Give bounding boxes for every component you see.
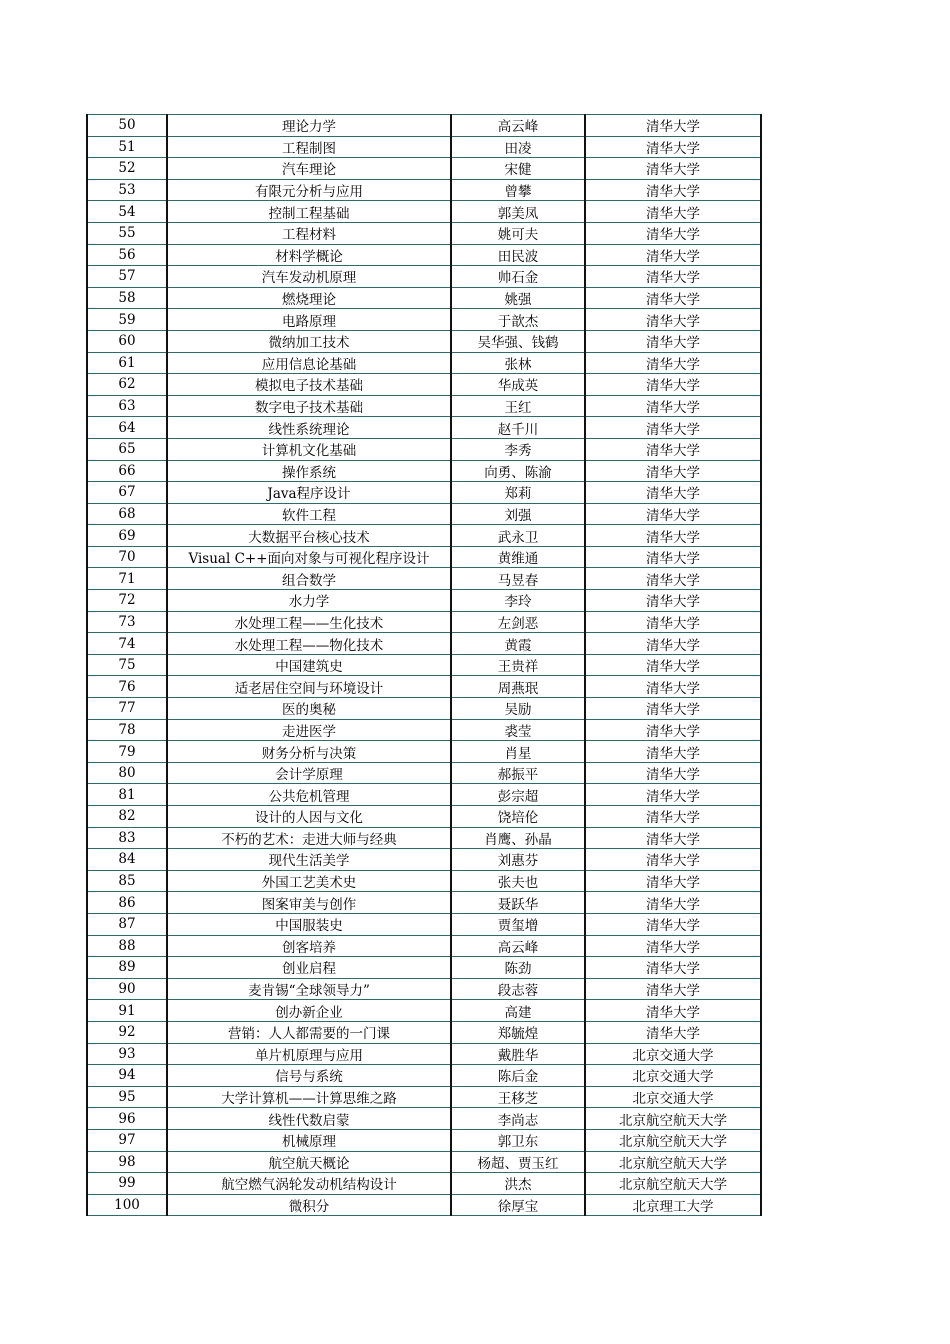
teacher-cell[interactable]: 郭美凤 [451, 201, 585, 223]
teacher-cell[interactable]: 向勇、陈渝 [451, 460, 585, 482]
teacher-cell[interactable]: 华成英 [451, 374, 585, 396]
table-row [87, 1108, 761, 1130]
teacher-cell[interactable]: 肖鹰、孙晶 [451, 827, 585, 849]
course-name-cell[interactable]: 工程制图 [167, 136, 451, 158]
university-cell[interactable]: 清华大学 [585, 633, 761, 655]
table-row [87, 115, 761, 137]
teacher-cell[interactable]: 赵千川 [451, 417, 585, 439]
course-name-cell[interactable]: 大数据平台核心技术 [167, 525, 451, 547]
teacher-cell[interactable]: 帅石金 [451, 266, 585, 288]
teacher-cell[interactable]: 吴华强、钱鹤 [451, 330, 585, 352]
table-row [87, 1021, 761, 1043]
teacher-cell[interactable]: 郭卫东 [451, 1129, 585, 1151]
university-cell[interactable]: 清华大学 [585, 546, 761, 568]
teacher-cell[interactable]: 周燕珉 [451, 676, 585, 698]
university-cell[interactable]: 清华大学 [585, 244, 761, 266]
university-cell[interactable]: 清华大学 [585, 1000, 761, 1022]
teacher-cell[interactable]: 马昱春 [451, 568, 585, 590]
table-row [87, 719, 761, 741]
university-cell[interactable]: 清华大学 [585, 525, 761, 547]
row-number-cell[interactable]: 68 [87, 503, 167, 525]
teacher-cell[interactable]: 陈劲 [451, 957, 585, 979]
table-row [87, 374, 761, 396]
table-body [87, 115, 761, 1216]
teacher-cell[interactable]: 戴胜华 [451, 1043, 585, 1065]
teacher-cell[interactable]: 裘莹 [451, 719, 585, 741]
table-row [87, 546, 761, 568]
course-table-container [86, 114, 762, 1216]
teacher-cell[interactable]: 陈后金 [451, 1065, 585, 1087]
teacher-cell[interactable]: 杨超、贾玉红 [451, 1151, 585, 1173]
course-name-cell[interactable]: 营销：人人都需要的一门课 [167, 1021, 451, 1043]
course-name-cell[interactable]: 航空燃气涡轮发动机结构设计 [167, 1173, 451, 1195]
university-cell[interactable]: 清华大学 [585, 222, 761, 244]
teacher-cell[interactable]: 姚强 [451, 287, 585, 309]
university-cell[interactable]: 清华大学 [585, 395, 761, 417]
university-cell[interactable]: 清华大学 [585, 503, 761, 525]
university-cell[interactable]: 清华大学 [585, 482, 761, 504]
row-number-cell[interactable]: 90 [87, 978, 167, 1000]
teacher-cell[interactable]: 田凌 [451, 136, 585, 158]
university-cell[interactable]: 清华大学 [585, 892, 761, 914]
course-name-cell[interactable]: 公共危机管理 [167, 784, 451, 806]
row-number-cell[interactable]: 88 [87, 935, 167, 957]
table-row [87, 309, 761, 331]
university-cell[interactable]: 清华大学 [585, 849, 761, 871]
course-name-cell[interactable]: 汽车发动机原理 [167, 266, 451, 288]
university-cell[interactable]: 北京航空航天大学 [585, 1108, 761, 1130]
course-name-cell[interactable]: 机械原理 [167, 1129, 451, 1151]
university-cell[interactable]: 北京交通大学 [585, 1065, 761, 1087]
course-name-cell[interactable]: 图案审美与创作 [167, 892, 451, 914]
university-cell[interactable]: 清华大学 [585, 806, 761, 828]
course-name-cell[interactable]: 组合数学 [167, 568, 451, 590]
teacher-cell[interactable]: 姚可夫 [451, 222, 585, 244]
course-name-cell[interactable]: 财务分析与决策 [167, 741, 451, 763]
row-number-cell[interactable]: 69 [87, 525, 167, 547]
course-name-cell[interactable]: 模拟电子技术基础 [167, 374, 451, 396]
row-number-cell[interactable]: 98 [87, 1151, 167, 1173]
table-row [87, 395, 761, 417]
course-name-cell[interactable]: 创客培养 [167, 935, 451, 957]
row-number-cell[interactable]: 52 [87, 158, 167, 180]
teacher-cell[interactable]: 徐厚宝 [451, 1194, 585, 1216]
table-row [87, 1151, 761, 1173]
table-row [87, 568, 761, 590]
course-name-cell[interactable]: 现代生活美学 [167, 849, 451, 871]
table-row [87, 1086, 761, 1108]
teacher-cell[interactable]: 张夫也 [451, 870, 585, 892]
course-name-cell[interactable]: 设计的人因与文化 [167, 806, 451, 828]
table-row [87, 417, 761, 439]
table-row [87, 352, 761, 374]
university-cell[interactable]: 清华大学 [585, 287, 761, 309]
course-name-cell[interactable]: Visual C++面向对象与可视化程序设计 [167, 546, 451, 568]
university-cell[interactable]: 清华大学 [585, 654, 761, 676]
table-row [87, 827, 761, 849]
teacher-cell[interactable]: 刘惠芬 [451, 849, 585, 871]
table-row [87, 244, 761, 266]
course-name-cell[interactable]: 水处理工程——生化技术 [167, 611, 451, 633]
teacher-cell[interactable]: 段志蓉 [451, 978, 585, 1000]
course-name-cell[interactable]: 汽车理论 [167, 158, 451, 180]
university-cell[interactable]: 清华大学 [585, 719, 761, 741]
row-number-cell[interactable]: 75 [87, 654, 167, 676]
teacher-cell[interactable]: 肖星 [451, 741, 585, 763]
teacher-cell[interactable]: 宋健 [451, 158, 585, 180]
row-number-cell[interactable]: 53 [87, 179, 167, 201]
row-number-cell[interactable]: 56 [87, 244, 167, 266]
course-name-cell[interactable]: 单片机原理与应用 [167, 1043, 451, 1065]
table-row [87, 222, 761, 244]
table-row [87, 654, 761, 676]
row-number-cell[interactable]: 87 [87, 913, 167, 935]
row-number-cell[interactable]: 63 [87, 395, 167, 417]
university-cell[interactable]: 清华大学 [585, 374, 761, 396]
university-cell[interactable]: 清华大学 [585, 590, 761, 612]
table-row [87, 806, 761, 828]
course-name-cell[interactable]: 应用信息论基础 [167, 352, 451, 374]
table-row [87, 1173, 761, 1195]
university-cell[interactable]: 清华大学 [585, 978, 761, 1000]
row-number-cell[interactable]: 79 [87, 741, 167, 763]
row-number-cell[interactable]: 78 [87, 719, 167, 741]
table-row [87, 158, 761, 180]
row-number-cell[interactable]: 77 [87, 698, 167, 720]
row-number-cell[interactable]: 95 [87, 1086, 167, 1108]
table-row [87, 1065, 761, 1087]
row-number-cell[interactable]: 94 [87, 1065, 167, 1087]
course-name-cell[interactable]: 不朽的艺术：走进大师与经典 [167, 827, 451, 849]
course-name-cell[interactable]: 电路原理 [167, 309, 451, 331]
university-cell[interactable]: 北京航空航天大学 [585, 1151, 761, 1173]
university-cell[interactable]: 北京交通大学 [585, 1043, 761, 1065]
university-cell[interactable]: 清华大学 [585, 698, 761, 720]
university-cell[interactable]: 清华大学 [585, 417, 761, 439]
university-cell[interactable]: 清华大学 [585, 158, 761, 180]
course-name-cell[interactable]: 计算机文化基础 [167, 438, 451, 460]
teacher-cell[interactable]: 郑毓煌 [451, 1021, 585, 1043]
row-number-cell[interactable]: 85 [87, 870, 167, 892]
table-row [87, 676, 761, 698]
course-name-cell[interactable]: 信号与系统 [167, 1065, 451, 1087]
university-cell[interactable]: 清华大学 [585, 352, 761, 374]
table-row [87, 266, 761, 288]
university-cell[interactable]: 清华大学 [585, 676, 761, 698]
teacher-cell[interactable]: 于歆杰 [451, 309, 585, 331]
row-number-cell[interactable]: 84 [87, 849, 167, 871]
course-name-cell[interactable]: 会计学原理 [167, 762, 451, 784]
teacher-cell[interactable]: 王红 [451, 395, 585, 417]
university-cell[interactable]: 北京航空航天大学 [585, 1129, 761, 1151]
table-row [87, 287, 761, 309]
row-number-cell[interactable]: 96 [87, 1108, 167, 1130]
table-row [87, 438, 761, 460]
table-row [87, 633, 761, 655]
row-number-cell[interactable]: 72 [87, 590, 167, 612]
university-cell[interactable]: 清华大学 [585, 115, 761, 137]
table-row [87, 892, 761, 914]
table-row [87, 201, 761, 223]
course-name-cell[interactable]: 有限元分析与应用 [167, 179, 451, 201]
teacher-cell[interactable]: 王移芝 [451, 1086, 585, 1108]
table-row [87, 1194, 761, 1216]
university-cell[interactable]: 清华大学 [585, 568, 761, 590]
row-number-cell[interactable]: 50 [87, 115, 167, 137]
row-number-cell[interactable]: 62 [87, 374, 167, 396]
teacher-cell[interactable]: 饶培伦 [451, 806, 585, 828]
table-row [87, 849, 761, 871]
row-number-cell[interactable]: 71 [87, 568, 167, 590]
row-number-cell[interactable]: 80 [87, 762, 167, 784]
table-row [87, 935, 761, 957]
course-name-cell[interactable]: Java程序设计 [167, 482, 451, 504]
course-name-cell[interactable]: 医的奥秘 [167, 698, 451, 720]
row-number-cell[interactable]: 73 [87, 611, 167, 633]
table-row [87, 762, 761, 784]
row-number-cell[interactable]: 76 [87, 676, 167, 698]
table-row [87, 611, 761, 633]
course-name-cell[interactable]: 操作系统 [167, 460, 451, 482]
course-name-cell[interactable]: 中国建筑史 [167, 654, 451, 676]
row-number-cell[interactable]: 51 [87, 136, 167, 158]
table-row [87, 525, 761, 547]
course-name-cell[interactable]: 水处理工程——物化技术 [167, 633, 451, 655]
table-row [87, 482, 761, 504]
teacher-cell[interactable]: 郑莉 [451, 482, 585, 504]
teacher-cell[interactable]: 李尚志 [451, 1108, 585, 1130]
table-row [87, 460, 761, 482]
teacher-cell[interactable]: 贾玺增 [451, 913, 585, 935]
table-row [87, 978, 761, 1000]
university-cell[interactable]: 北京航空航天大学 [585, 1173, 761, 1195]
row-number-cell[interactable]: 61 [87, 352, 167, 374]
course-name-cell[interactable]: 走进医学 [167, 719, 451, 741]
course-name-cell[interactable]: 数字电子技术基础 [167, 395, 451, 417]
course-name-cell[interactable]: 线性系统理论 [167, 417, 451, 439]
course-name-cell[interactable]: 微纳加工技术 [167, 330, 451, 352]
table-row [87, 503, 761, 525]
row-number-cell[interactable]: 66 [87, 460, 167, 482]
course-name-cell[interactable]: 外国工艺美术史 [167, 870, 451, 892]
table-row [87, 741, 761, 763]
row-number-cell[interactable]: 64 [87, 417, 167, 439]
row-number-cell[interactable]: 91 [87, 1000, 167, 1022]
row-number-cell[interactable]: 57 [87, 266, 167, 288]
row-number-cell[interactable]: 59 [87, 309, 167, 331]
table-row [87, 957, 761, 979]
teacher-cell[interactable]: 黄维通 [451, 546, 585, 568]
university-cell[interactable]: 清华大学 [585, 330, 761, 352]
teacher-cell[interactable]: 聂跃华 [451, 892, 585, 914]
course-name-cell[interactable]: 麦肯锡“全球领导力” [167, 978, 451, 1000]
course-name-cell[interactable]: 燃烧理论 [167, 287, 451, 309]
course-name-cell[interactable]: 大学计算机——计算思维之路 [167, 1086, 451, 1108]
table-row [87, 913, 761, 935]
teacher-cell[interactable]: 左剑恶 [451, 611, 585, 633]
row-number-cell[interactable]: 55 [87, 222, 167, 244]
university-cell[interactable]: 清华大学 [585, 827, 761, 849]
table-row [87, 179, 761, 201]
teacher-cell[interactable]: 李秀 [451, 438, 585, 460]
university-cell[interactable]: 清华大学 [585, 438, 761, 460]
row-number-cell[interactable]: 100 [87, 1194, 167, 1216]
table-row [87, 870, 761, 892]
teacher-cell[interactable]: 张林 [451, 352, 585, 374]
table-row [87, 136, 761, 158]
table-row [87, 1129, 761, 1151]
course-name-cell[interactable]: 工程材料 [167, 222, 451, 244]
row-number-cell[interactable]: 82 [87, 806, 167, 828]
university-cell[interactable]: 清华大学 [585, 201, 761, 223]
teacher-cell[interactable]: 曾攀 [451, 179, 585, 201]
teacher-cell[interactable]: 郝振平 [451, 762, 585, 784]
university-cell[interactable]: 清华大学 [585, 179, 761, 201]
course-table [86, 114, 762, 1216]
row-number-cell[interactable]: 83 [87, 827, 167, 849]
university-cell[interactable]: 北京交通大学 [585, 1086, 761, 1108]
course-name-cell[interactable]: 创办新企业 [167, 1000, 451, 1022]
teacher-cell[interactable]: 高云峰 [451, 115, 585, 137]
course-name-cell[interactable]: 微积分 [167, 1194, 451, 1216]
university-cell[interactable]: 清华大学 [585, 935, 761, 957]
teacher-cell[interactable]: 高建 [451, 1000, 585, 1022]
row-number-cell[interactable]: 54 [87, 201, 167, 223]
course-name-cell[interactable]: 软件工程 [167, 503, 451, 525]
row-number-cell[interactable]: 70 [87, 546, 167, 568]
university-cell[interactable]: 清华大学 [585, 309, 761, 331]
course-name-cell[interactable]: 理论力学 [167, 115, 451, 137]
university-cell[interactable]: 清华大学 [585, 266, 761, 288]
course-name-cell[interactable]: 适老居住空间与环境设计 [167, 676, 451, 698]
course-name-cell[interactable]: 创业启程 [167, 957, 451, 979]
teacher-cell[interactable]: 刘强 [451, 503, 585, 525]
row-number-cell[interactable]: 67 [87, 482, 167, 504]
teacher-cell[interactable]: 洪杰 [451, 1173, 585, 1195]
course-name-cell[interactable]: 控制工程基础 [167, 201, 451, 223]
row-number-cell[interactable]: 93 [87, 1043, 167, 1065]
teacher-cell[interactable]: 高云峰 [451, 935, 585, 957]
university-cell[interactable]: 清华大学 [585, 1021, 761, 1043]
teacher-cell[interactable]: 武永卫 [451, 525, 585, 547]
university-cell[interactable]: 清华大学 [585, 460, 761, 482]
university-cell[interactable]: 清华大学 [585, 913, 761, 935]
course-name-cell[interactable]: 中国服装史 [167, 913, 451, 935]
course-name-cell[interactable]: 水力学 [167, 590, 451, 612]
table-row [87, 698, 761, 720]
row-number-cell[interactable]: 99 [87, 1173, 167, 1195]
course-name-cell[interactable]: 航空航天概论 [167, 1151, 451, 1173]
row-number-cell[interactable]: 86 [87, 892, 167, 914]
table-row [87, 1043, 761, 1065]
course-name-cell[interactable]: 线性代数启蒙 [167, 1108, 451, 1130]
university-cell[interactable]: 清华大学 [585, 784, 761, 806]
row-number-cell[interactable]: 65 [87, 438, 167, 460]
row-number-cell[interactable]: 92 [87, 1021, 167, 1043]
table-row [87, 784, 761, 806]
row-number-cell[interactable]: 58 [87, 287, 167, 309]
university-cell[interactable]: 清华大学 [585, 762, 761, 784]
university-cell[interactable]: 清华大学 [585, 957, 761, 979]
teacher-cell[interactable]: 田民波 [451, 244, 585, 266]
table-row [87, 1000, 761, 1022]
row-number-cell[interactable]: 97 [87, 1129, 167, 1151]
university-cell[interactable]: 清华大学 [585, 870, 761, 892]
university-cell[interactable]: 清华大学 [585, 611, 761, 633]
university-cell[interactable]: 清华大学 [585, 741, 761, 763]
teacher-cell[interactable]: 李玲 [451, 590, 585, 612]
table-row [87, 330, 761, 352]
row-number-cell[interactable]: 81 [87, 784, 167, 806]
course-name-cell[interactable]: 材料学概论 [167, 244, 451, 266]
teacher-cell[interactable]: 王贵祥 [451, 654, 585, 676]
row-number-cell[interactable]: 60 [87, 330, 167, 352]
teacher-cell[interactable]: 彭宗超 [451, 784, 585, 806]
university-cell[interactable]: 北京理工大学 [585, 1194, 761, 1216]
teacher-cell[interactable]: 吴励 [451, 698, 585, 720]
row-number-cell[interactable]: 74 [87, 633, 167, 655]
university-cell[interactable]: 清华大学 [585, 136, 761, 158]
teacher-cell[interactable]: 黄霞 [451, 633, 585, 655]
table-row [87, 590, 761, 612]
row-number-cell[interactable]: 89 [87, 957, 167, 979]
